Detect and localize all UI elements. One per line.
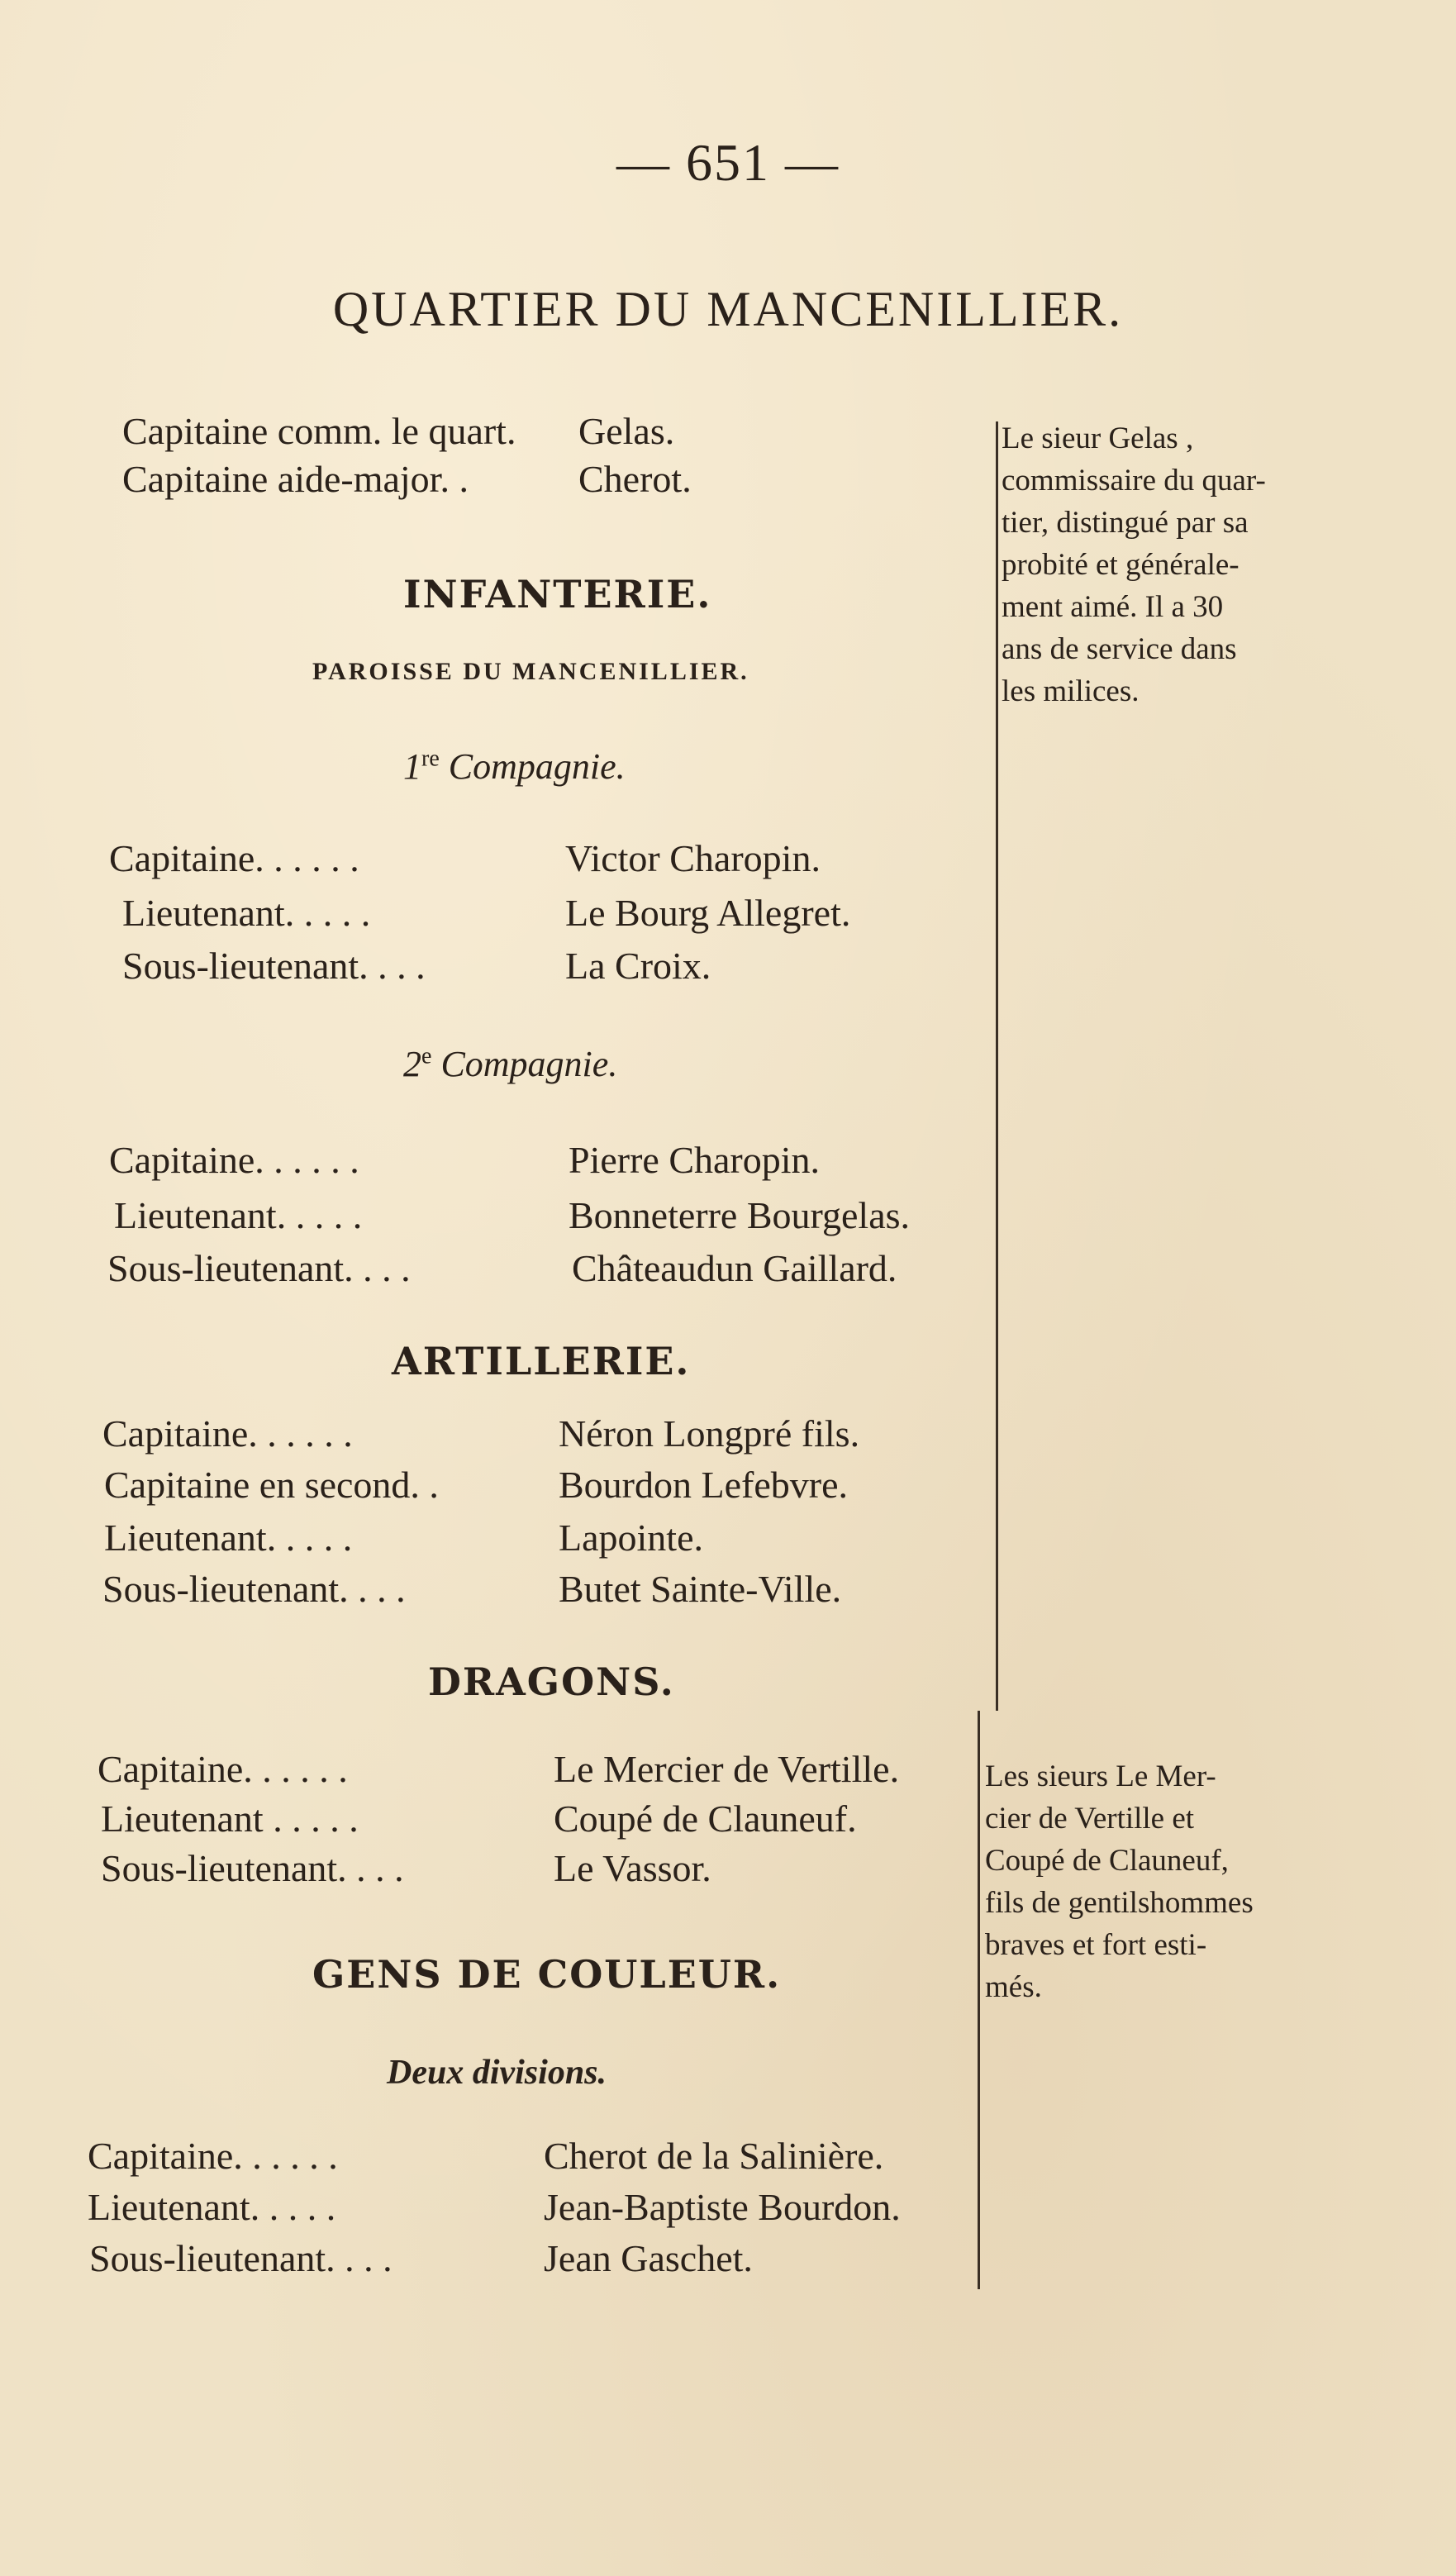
officer-role: Capitaine. . . . . . xyxy=(98,1748,348,1790)
officer-role: Lieutenant. . . . . xyxy=(104,1517,353,1559)
officer-role: Capitaine. . . . . . xyxy=(109,1139,359,1181)
officer-role: Sous-lieutenant. . . . xyxy=(89,2237,393,2279)
officer-name: Cherot de la Salinière. xyxy=(544,2135,884,2177)
section-heading-gens-de-couleur: GENS DE COULEUR. xyxy=(312,1952,782,1997)
officer-role: Capitaine en second. . xyxy=(104,1464,439,1506)
margin-note: Le sieur Gelas , commissaire du quar- tier, distingué par sa probité et générale- ment aimé. Il a 30 ans de service dans les milices. xyxy=(1002,421,1266,708)
officer-role: Sous-lieutenant. . . . xyxy=(107,1247,411,1289)
officer-role: Lieutenant . . . . . xyxy=(101,1797,359,1840)
officer-name: Le Vassor. xyxy=(554,1847,711,1889)
margin-note: Les sieurs Le Mer- cier de Vertille et Coupé de Clauneuf, fils de gentilshommes braves et fort esti- més. xyxy=(985,1759,1254,2004)
officer-name: Le Bourg Allegret. xyxy=(565,892,851,934)
company-heading: 2e Compagnie. xyxy=(403,1043,618,1084)
section-heading-dragons: DRAGONS. xyxy=(428,1659,675,1704)
officer-name: Bonneterre Bourgelas. xyxy=(569,1194,911,1236)
officer-role: Sous-lieutenant. . . . xyxy=(122,945,426,987)
officer-name: Néron Longpré fils. xyxy=(559,1412,860,1455)
page-title: QUARTIER DU MANCENILLIER. xyxy=(332,282,1124,336)
officer-name: Jean-Baptiste Bourdon. xyxy=(544,2186,901,2228)
officer-role: Lieutenant. . . . . xyxy=(88,2186,336,2228)
officer-role: Sous-lieutenant. . . . xyxy=(101,1847,404,1889)
officer-name: Lapointe. xyxy=(559,1517,703,1559)
officer-name: Bourdon Lefebvre. xyxy=(559,1464,848,1506)
officer-role: Capitaine. . . . . . xyxy=(88,2135,338,2177)
officer-name: La Croix. xyxy=(565,945,711,987)
officer-role: Lieutenant. . . . . xyxy=(122,892,371,934)
officer-name: Coupé de Clauneuf. xyxy=(554,1797,857,1840)
officer-role: Sous-lieutenant. . . . xyxy=(102,1568,406,1610)
officer-name: Butet Sainte-Ville. xyxy=(559,1568,842,1610)
officer-name: Victor Charopin. xyxy=(565,837,821,879)
paroisse-heading: PAROISSE DU MANCENILLIER. xyxy=(312,658,749,685)
officer-role: Capitaine. . . . . . xyxy=(109,837,359,879)
officer-name: Jean Gaschet. xyxy=(544,2237,753,2279)
officer-name: Pierre Charopin. xyxy=(569,1139,821,1181)
margin-rule xyxy=(996,421,998,1711)
company-heading: 1re Compagnie. xyxy=(403,745,626,787)
officer-role: Lieutenant. . . . . xyxy=(114,1194,363,1236)
page-number: — 651 — xyxy=(616,133,840,192)
divisions-subheading: Deux divisions. xyxy=(387,2054,607,2092)
officer-name: Gelas. xyxy=(578,410,675,452)
officer-name: Le Mercier de Vertille. xyxy=(554,1748,900,1790)
officer-role: Capitaine aide-major. . xyxy=(122,458,469,500)
officer-role: Capitaine. . . . . . xyxy=(102,1412,353,1455)
officer-name: Châteaudun Gaillard. xyxy=(572,1247,897,1289)
officer-role: Capitaine comm. le quart. xyxy=(122,410,516,452)
margin-rule xyxy=(978,1711,980,2289)
section-heading-infanterie: INFANTERIE. xyxy=(403,572,712,617)
officer-name: Cherot. xyxy=(578,458,692,500)
section-heading-artillerie: ARTILLERIE. xyxy=(392,1339,691,1383)
